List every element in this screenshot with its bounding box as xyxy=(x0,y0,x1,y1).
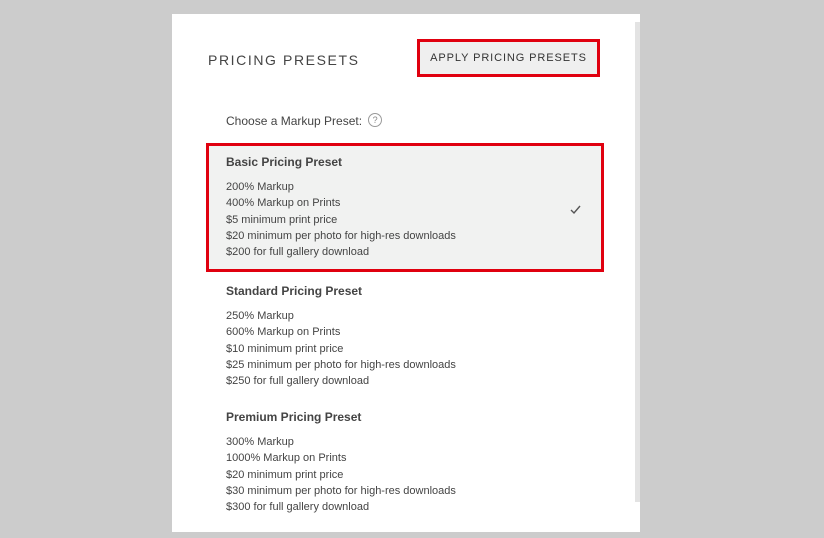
check-icon xyxy=(570,204,581,215)
apply-button-label: APPLY PRICING PRESETS xyxy=(430,52,587,64)
preset-detail: $300 for full gallery download xyxy=(226,501,370,514)
preset-detail: $20 minimum print price xyxy=(226,468,344,481)
preset-option-standard[interactable] xyxy=(206,272,604,398)
pricing-presets-panel xyxy=(172,14,640,532)
preset-detail: $20 minimum per photo for high-res downloads xyxy=(226,229,456,242)
preset-detail: $10 minimum print price xyxy=(226,342,344,355)
preset-detail: 400% Markup on Prints xyxy=(226,197,341,210)
preset-detail: $250 for full gallery download xyxy=(226,375,370,388)
preset-name: Standard Pricing Preset xyxy=(226,284,363,298)
preset-detail: 300% Markup xyxy=(226,436,294,448)
preset-detail: 1000% Markup on Prints xyxy=(226,452,347,465)
preset-detail: $30 minimum per photo for high-res downloads xyxy=(226,484,456,497)
markup-preset-prompt xyxy=(226,114,382,128)
preset-name: Basic Pricing Preset xyxy=(226,155,343,169)
scrollbar[interactable] xyxy=(635,22,640,502)
preset-detail: 600% Markup on Prints xyxy=(226,326,341,339)
apply-pricing-presets-button[interactable] xyxy=(417,39,600,77)
preset-option-premium[interactable] xyxy=(206,398,604,524)
preset-option-basic[interactable] xyxy=(206,143,604,272)
preset-name: Premium Pricing Preset xyxy=(226,410,362,424)
markup-preset-label: Choose a Markup Preset: xyxy=(226,114,363,128)
preset-detail: $25 minimum per photo for high-res downloads xyxy=(226,358,456,371)
preset-detail: $5 minimum print price xyxy=(226,213,338,226)
help-icon[interactable]: ? xyxy=(368,113,382,127)
preset-detail: 200% Markup xyxy=(226,181,294,193)
page-title: PRICING PRESETS xyxy=(208,52,360,68)
preset-detail: $200 for full gallery download xyxy=(226,246,370,259)
preset-detail: 250% Markup xyxy=(226,310,294,322)
